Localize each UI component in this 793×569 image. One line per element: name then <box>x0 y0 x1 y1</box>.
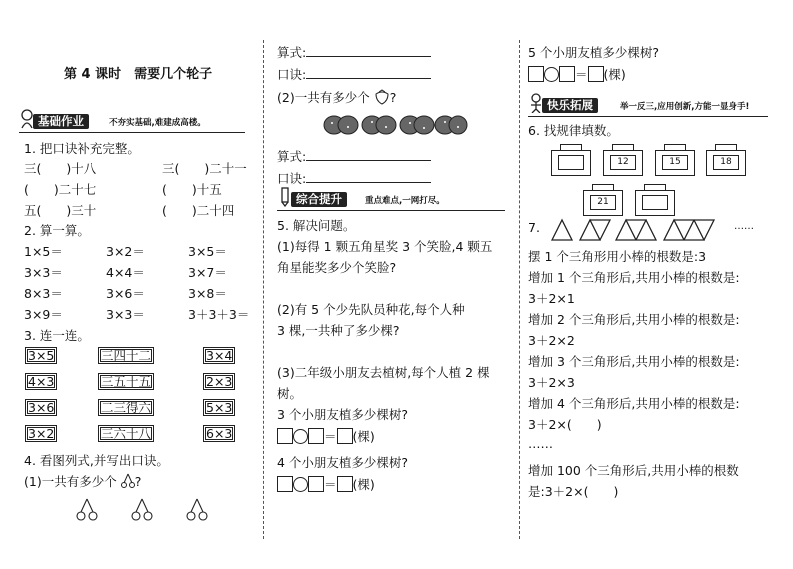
section-motto: 不夯实基础,难建成高楼。 <box>109 118 206 128</box>
unit-label: (棵) <box>603 67 626 82</box>
number-box[interactable] <box>635 184 675 216</box>
section-tag: 快乐拓展 <box>542 98 598 113</box>
section-banner-comprehensive <box>277 189 505 211</box>
q7-line: …… <box>528 436 553 451</box>
section-motto: 重点难点,一网打尽。 <box>365 196 445 206</box>
q7-line: 增加 2 个三角形后,共用小棒的根数是: <box>528 312 740 327</box>
q2-item: 3×8＝ <box>188 286 227 301</box>
q5-p3-line: 树。 <box>277 386 303 401</box>
q2-item: 3×6＝ <box>106 286 145 301</box>
section-tag: 基础作业 <box>33 114 89 129</box>
formula-label: 算式: <box>277 45 307 60</box>
q7-line: 摆 1 个三角形用小棒的根数是:3 <box>528 249 707 264</box>
q3-heading: 3. 连一连。 <box>24 328 90 343</box>
q7-line: 3＋2×1 <box>528 291 575 306</box>
q7-line: 3＋2×3 <box>528 375 575 390</box>
strawberry-icon <box>374 89 390 105</box>
q5-p3-line: (3)二年级小朋友去植树,每个人植 2 棵 <box>277 365 490 380</box>
q2-item: 3×3＝ <box>24 265 63 280</box>
number-box-value <box>558 155 584 170</box>
q7-line: 增加 3 个三角形后,共用小棒的根数是: <box>528 354 740 369</box>
q1-item: 五( )三十 <box>24 203 97 218</box>
q4-sub2: (2)一共有多少个 ? <box>277 90 397 105</box>
equation-boxes[interactable]: ＝ (棵) <box>277 427 375 445</box>
column-divider-2 <box>519 40 520 539</box>
unit-label: (棵) <box>352 477 375 492</box>
number-box[interactable] <box>551 144 591 176</box>
number-box-value: 18 <box>713 155 739 170</box>
rhyme-line[interactable] <box>277 65 431 83</box>
q2-item: 1×5＝ <box>24 244 63 259</box>
match-left-box[interactable]: 3×5 <box>25 347 57 364</box>
section-tag: 综合提升 <box>291 192 347 207</box>
q2-item: 3×9＝ <box>24 307 63 322</box>
rhyme-label: 口诀: <box>277 67 307 82</box>
match-left-box[interactable]: 3×6 <box>25 399 57 416</box>
q5-p2-line: (2)有 5 个少先队员种花,每个人种 <box>277 302 465 317</box>
q2-item: 8×3＝ <box>24 286 63 301</box>
q1-item: 三( )十八 <box>24 161 97 176</box>
number-box-value: 12 <box>610 155 636 170</box>
q7-line: 增加 4 个三角形后,共用小棒的根数是: <box>528 396 740 411</box>
q4-sub1: (1)一共有多少个 ? <box>24 474 142 489</box>
equation-boxes[interactable]: ＝ (棵) <box>528 65 626 83</box>
q7-answer-line[interactable]: 3＋2×( ) <box>528 417 602 432</box>
number-box-value: 15 <box>662 155 688 170</box>
match-right-box[interactable]: 6×3 <box>203 425 235 442</box>
q2-item: 3×7＝ <box>188 265 227 280</box>
q1-item: ( )二十四 <box>162 203 235 218</box>
q2-item: 4×4＝ <box>106 265 145 280</box>
q7-line: 3＋2×2 <box>528 333 575 348</box>
number-box <box>603 144 643 176</box>
q7-answer-line[interactable]: 是:3＋2×( ) <box>528 484 619 499</box>
equation-boxes[interactable]: ＝ (棵) <box>277 475 375 493</box>
lesson-title: 第 4 课时 需要几个轮子 <box>64 67 213 82</box>
rhyme-line[interactable] <box>277 169 431 187</box>
triangle-sticks-figure <box>550 218 735 242</box>
formula-line[interactable] <box>277 147 431 165</box>
q5-p2-line: 3 棵,一共种了多少棵? <box>277 323 400 338</box>
q7-line: 增加 100 个三角形后,共用小棒的根数 <box>528 463 739 478</box>
match-middle-box[interactable]: 二三得六 <box>98 399 154 416</box>
column-divider-1 <box>263 40 264 539</box>
match-left-box[interactable]: 3×2 <box>25 425 57 442</box>
rhyme-label: 口诀: <box>277 171 307 186</box>
q2-item: 3×3＝ <box>106 307 145 322</box>
match-left-box[interactable]: 4×3 <box>25 373 57 390</box>
q5-ask-4: 4 个小朋友植多少棵树? <box>277 455 409 470</box>
match-right-box[interactable]: 5×3 <box>203 399 235 416</box>
q2-item: 3＋3＋3＝ <box>188 307 250 322</box>
strawberries-picture <box>322 108 468 138</box>
match-middle-box[interactable]: 三四十二 <box>98 347 154 364</box>
number-box-value <box>642 195 668 210</box>
q5-ask-3: 3 个小朋友植多少棵树? <box>277 407 409 422</box>
q2-heading: 2. 算一算。 <box>24 223 90 238</box>
section-banner-basic <box>19 111 245 133</box>
cherry-icon <box>121 473 135 489</box>
section-motto: 举一反三,应用创新,方能一显身手! <box>620 102 750 112</box>
q1-heading: 1. 把口诀补充完整。 <box>24 141 140 156</box>
match-right-box[interactable]: 3×4 <box>203 347 235 364</box>
match-right-box[interactable]: 2×3 <box>203 373 235 390</box>
q1-item: ( )二十七 <box>24 182 97 197</box>
q7-line: 增加 1 个三角形后,共用小棒的根数是: <box>528 270 740 285</box>
formula-label: 算式: <box>277 149 307 164</box>
q7-heading: 7. <box>528 220 540 235</box>
q1-item: 三( )二十一 <box>162 161 247 176</box>
q4-sub1-text: (1)一共有多少个 <box>24 474 117 489</box>
section-banner-fun <box>528 95 768 117</box>
q4-sub2-text: (2)一共有多少个 <box>277 90 370 105</box>
number-box <box>583 184 623 216</box>
q5-p1-line: 角星能奖多少个笑脸? <box>277 260 397 275</box>
q5-heading: 5. 解决问题。 <box>277 218 356 233</box>
match-middle-box[interactable]: 三六十八 <box>98 425 154 442</box>
q1-item: ( )十五 <box>162 182 222 197</box>
q5-p1-line: (1)每得 1 颗五角星奖 3 个笑脸,4 颗五 <box>277 239 493 254</box>
number-box <box>655 144 695 176</box>
number-box-value: 21 <box>590 195 616 210</box>
number-box <box>706 144 746 176</box>
formula-line[interactable] <box>277 43 431 61</box>
ellipsis-small: …… <box>734 221 754 232</box>
q6-heading: 6. 找规律填数。 <box>528 123 619 138</box>
q5-ask-5: 5 个小朋友植多少棵树? <box>528 45 660 60</box>
unit-label: (棵) <box>352 429 375 444</box>
q2-item: 3×2＝ <box>106 244 145 259</box>
q2-item: 3×5＝ <box>188 244 227 259</box>
q4-heading: 4. 看图列式,并写出口诀。 <box>24 453 169 468</box>
match-middle-box[interactable]: 三五十五 <box>98 373 154 390</box>
cherries-picture <box>75 497 225 523</box>
